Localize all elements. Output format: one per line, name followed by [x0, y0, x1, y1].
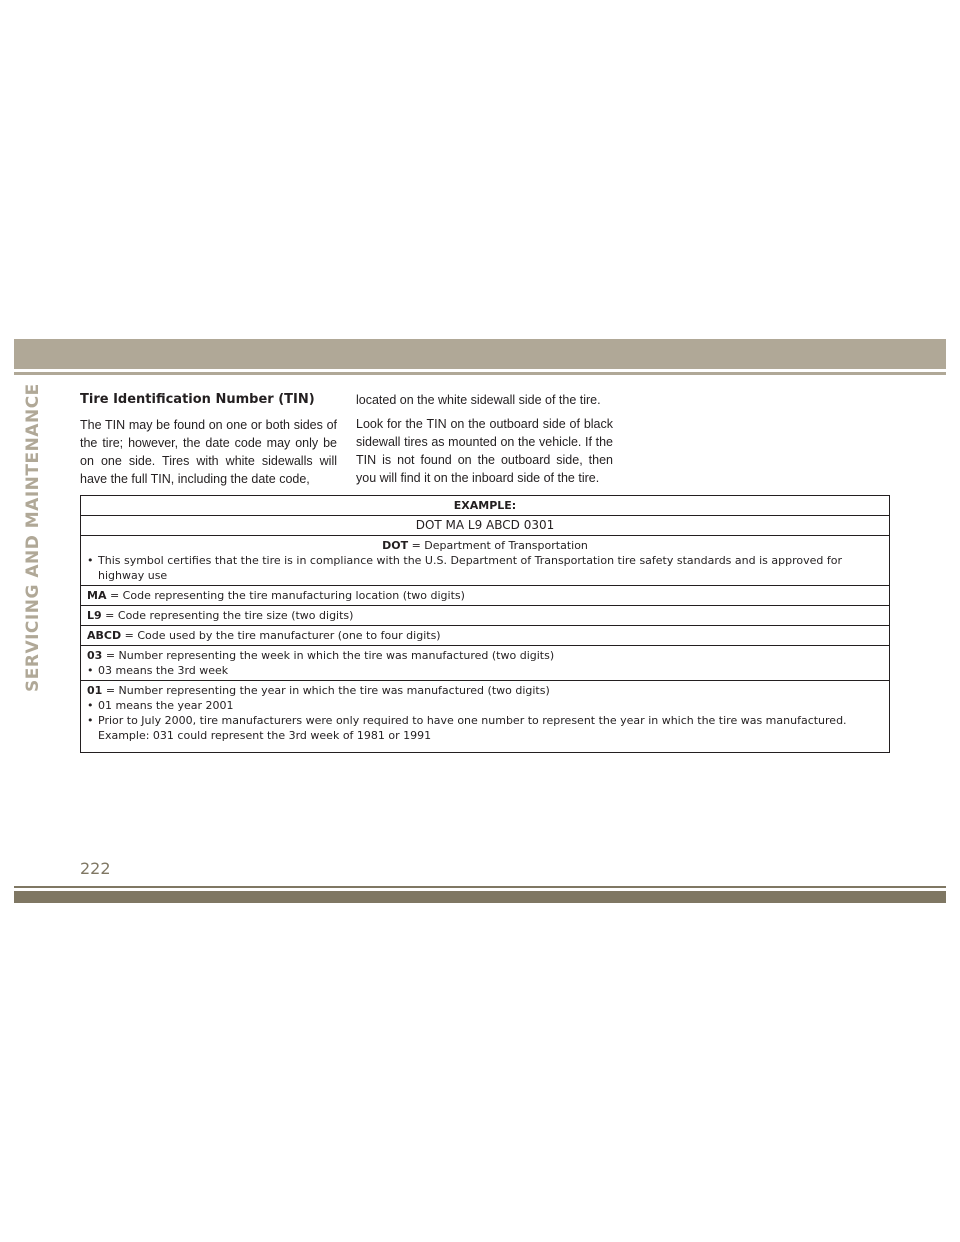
table-cell [81, 536, 890, 586]
table-cell [81, 586, 890, 606]
table-row-abcd [81, 626, 890, 646]
table-row-year [81, 681, 890, 753]
right-paragraph-1: located on the white sidewall side of the tire. [356, 393, 601, 407]
header-band [14, 339, 946, 369]
dot-description: = Department of Transportation [411, 539, 588, 552]
table-row-l9 [81, 606, 890, 626]
footer-band [14, 891, 946, 903]
dot-definition [87, 538, 883, 553]
table-example-row [81, 516, 890, 536]
right-column [356, 391, 613, 493]
header-rule [14, 372, 946, 375]
footer-rule [14, 886, 946, 888]
tin-example: DOT MA L9 ABCD 0301 [81, 516, 890, 536]
table-row-dot [81, 536, 890, 586]
year-bullet-2: • Prior to July 2000, tire manufacturers were only required to have one number to represent the year in which the tire was manufactured. Example: 031 could represent the 3rd week of 1981 or 1991 [87, 713, 883, 743]
dot-bullet-1: • This symbol certifies that the tire is in compliance with the U.S. Department of Transportation tire safety standards and is approved for highway use [87, 553, 883, 583]
ma-description: = Code representing the tire manufacturing location (two digits) [109, 589, 465, 602]
section-heading: Tire Identification Number (TIN) [80, 392, 315, 407]
table-cell [81, 606, 890, 626]
year-code: 01 [87, 684, 103, 697]
table-row-ma [81, 586, 890, 606]
table-header-row [81, 496, 890, 516]
table-cell [81, 681, 890, 753]
week-bullets [87, 663, 883, 678]
l9-code: L9 [87, 609, 102, 622]
right-paragraph-2: Look for the TIN on the outboard side of black sidewall tires as mounted on the vehicle. If the TIN is not found on the outboard side, then you will find it on the inboard side of the tire. [356, 417, 613, 485]
table-cell [81, 646, 890, 681]
left-paragraph: The TIN may be found on one or both sides of the tire; however, the date code may only be on one side. Tires with white sidewalls will have the full TIN, including the date code, [80, 418, 337, 486]
abcd-code: ABCD [87, 629, 122, 642]
dot-bullets [87, 553, 883, 583]
week-code: 03 [87, 649, 103, 662]
table-row-week [81, 646, 890, 681]
page-number: 222 [80, 859, 111, 878]
week-description: = Number representing the week in which the tire was manufactured (two digits) [105, 649, 555, 662]
section-side-title: SERVICING AND MAINTENANCE [23, 383, 43, 692]
year-description: = Number representing the year in which the tire was manufactured (two digits) [105, 684, 550, 697]
year-bullet-1: • 01 means the year 2001 [87, 698, 883, 713]
table-cell [81, 626, 890, 646]
left-column [80, 416, 337, 494]
abcd-description: = Code used by the tire manufacturer (one to four digits) [124, 629, 441, 642]
year-bullets [87, 698, 883, 743]
ma-code: MA [87, 589, 107, 602]
dot-code: DOT [382, 539, 409, 552]
table-header: EXAMPLE: [81, 496, 890, 516]
l9-description: = Code representing the tire size (two digits) [105, 609, 354, 622]
week-bullet-1: • 03 means the 3rd week [87, 663, 883, 678]
tin-example-table [80, 495, 890, 753]
